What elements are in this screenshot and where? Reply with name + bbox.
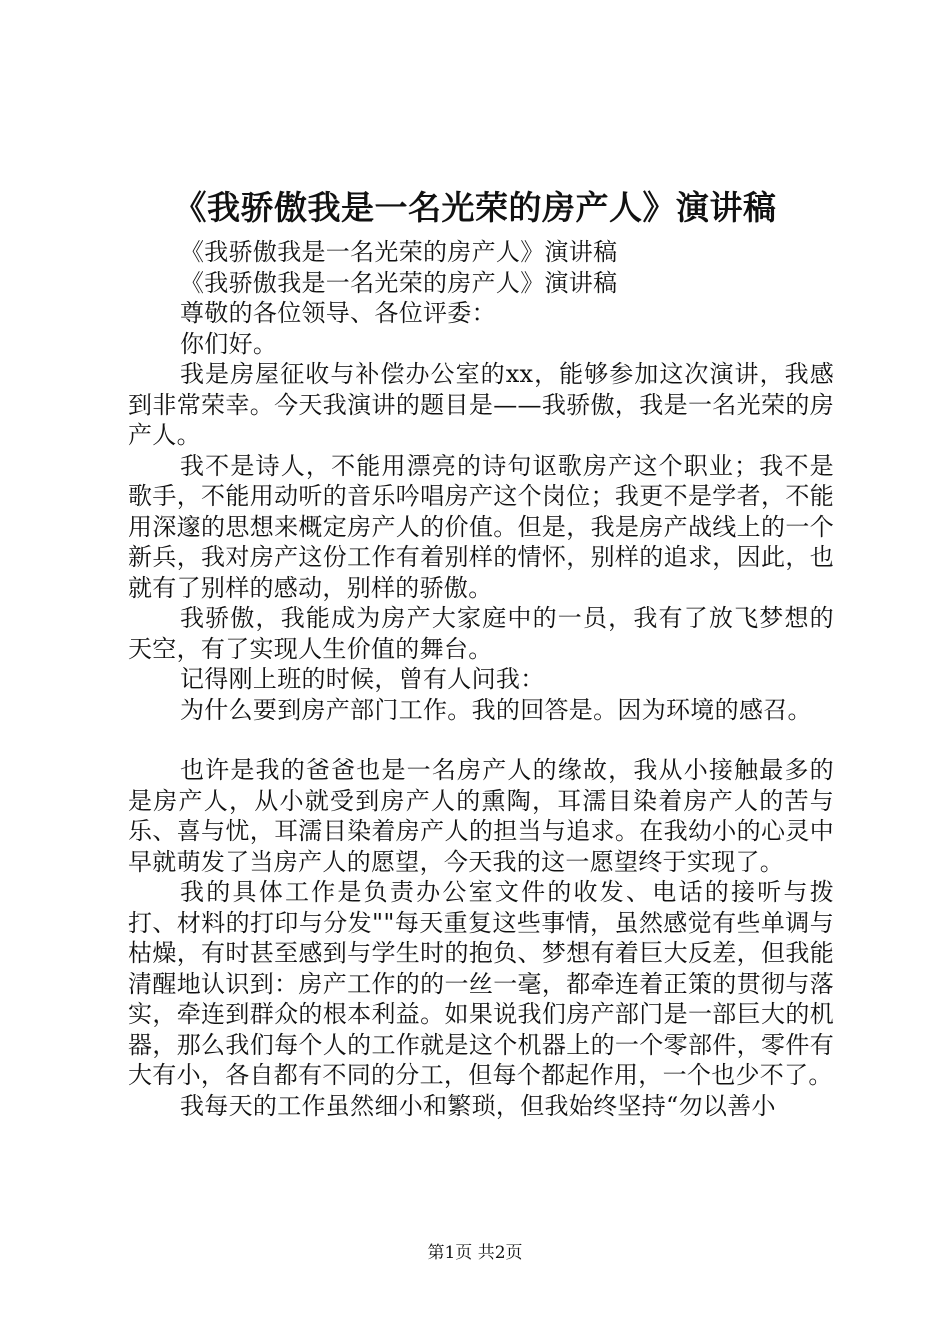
paragraph-introduction: 我是房屋征收与补偿办公室的xx，能够参加这次演讲，我感到非常荣幸。今天我演讲的题目是——我骄傲，我是一名光荣的房产人。 xyxy=(128,360,834,449)
paragraph-subtitle-1: 《我骄傲我是一名光荣的房产人》演讲稿 xyxy=(180,238,618,266)
paragraph-proud-member: 我骄傲，我能成为房产大家庭中的一员，我有了放飞梦想的天空，有了实现人生价值的舞台。 xyxy=(128,604,834,663)
paragraph-greeting: 你们好。 xyxy=(180,329,278,358)
paragraph-subtitle-2: 《我骄傲我是一名光荣的房产人》演讲稿 xyxy=(180,268,618,297)
document-body xyxy=(128,237,834,1121)
document-title: 《我骄傲我是一名光荣的房产人》演讲稿 xyxy=(173,188,777,227)
paragraph-persistence: 我每天的工作虽然细小和繁琐，但我始终坚持“勿以善小 xyxy=(180,1091,776,1120)
paragraph-salutation: 尊敬的各位领导、各位评委： xyxy=(180,299,496,327)
paragraph-not-poet: 我不是诗人，不能用漂亮的诗句讴歌房产这个职业；我不是歌手，不能用动听的音乐吟唱房产这个岗位；我更不是学者，不能用深邃的思想来概定房产人的价值。但是，我是房产战线上的一个新兵，我对房产这份工作有着别样的情怀，别样的追求，因此，也就有了别样的感动，别样的骄傲。 xyxy=(128,451,834,602)
paragraph-daily-work: 我的具体工作是负责办公室文件的收发、电话的接听与拨打、材料的打印与分发""每天重复这些事情，虽然感觉有些单调与枯燥，有时甚至感到与学生时的抱负、梦想有着巨大反差，但我能清醒地认识到：房产工作的的一丝一毫，都牵连着正策的贯彻与落实，牵连到群众的根本利益。如果说我们房产部门是一部巨大的机器，那么我们每个人的工作就是这个机器上的一个零部件，零件有大有小，各自都有不同的分工，但每个都起作用，一个也少不了。 xyxy=(128,878,834,1089)
page-footer: 第1页 共2页 xyxy=(427,1243,523,1263)
paragraph-remember: 记得刚上班的时候，曾有人问我： xyxy=(180,665,545,693)
paragraph-answer: 为什么要到房产部门工作。我的回答是。因为环境的感召。 xyxy=(180,695,812,724)
paragraph-father: 也许是我的爸爸也是一名房产人的缘故，我从小接触最多的是房产人，从小就受到房产人的熏陶，耳濡目染着房产人的苦与乐、喜与忧，耳濡目染着房产人的担当与追求。在我幼小的心灵中早就萌发了当房产人的愿望，今天我的这一愿望终于实现了。 xyxy=(128,756,834,876)
